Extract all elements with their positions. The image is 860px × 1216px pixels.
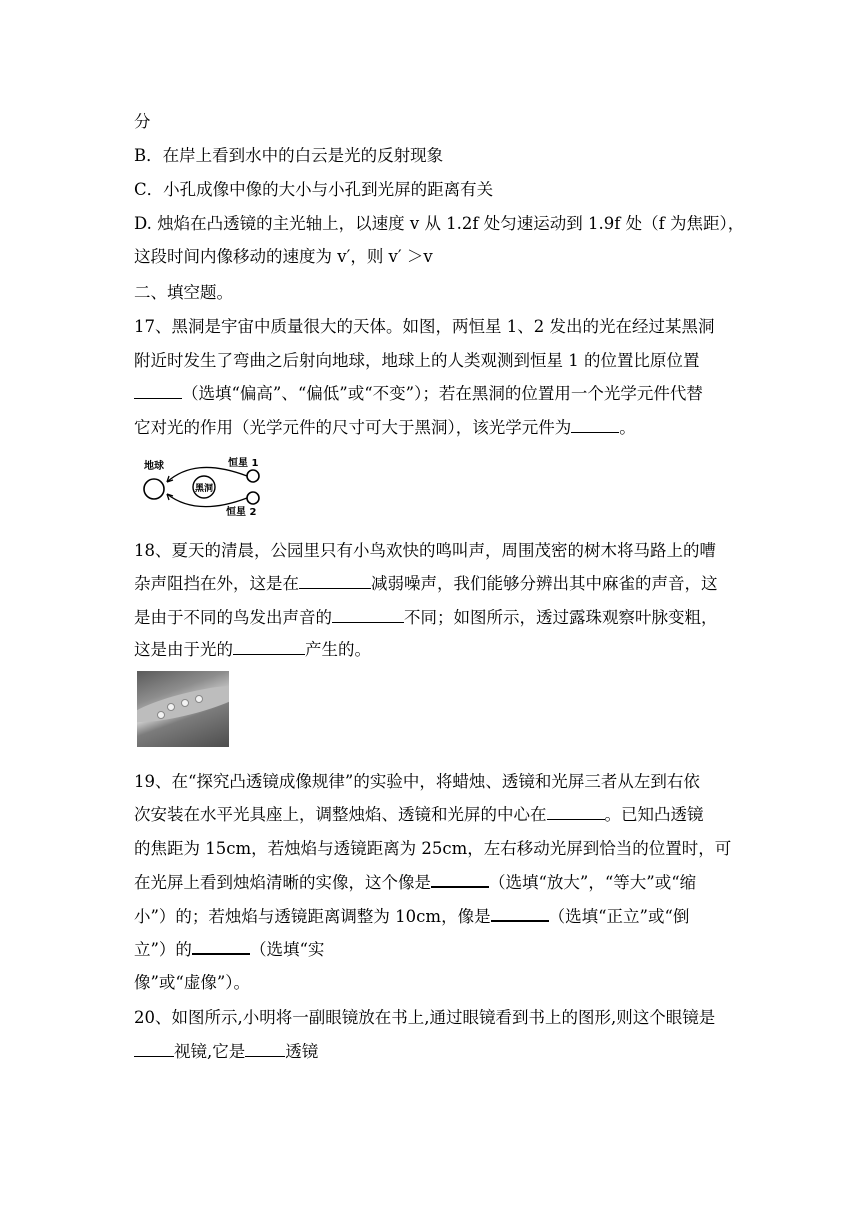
q17-line4: 它对光的作用（光学元件的尺寸可大于黑洞），该光学元件为 。: [134, 418, 636, 437]
answer-blank[interactable]: [233, 639, 305, 655]
q19-line7: 像”或“虚像”）。: [134, 973, 251, 992]
light-path-lower: [167, 494, 247, 507]
star1-circle: [247, 470, 259, 482]
option-c: C．小孔成像中像的大小与小孔到光屏的距离有关: [134, 180, 494, 199]
answer-blank[interactable]: [547, 804, 605, 820]
q20-line1: 20、如图所示,小明将一副眼镜放在书上,通过眼镜看到书上的图形,则这个眼镜是: [134, 1008, 716, 1027]
q17-line2: 附近时发生了弯曲之后射向地球，地球上的人类观测到恒星 1 的位置比原位置: [134, 351, 700, 370]
star2-label: 恒星 2: [226, 507, 257, 518]
star2-circle: [247, 492, 259, 504]
answer-blank[interactable]: [431, 871, 489, 888]
earth-circle: [144, 479, 164, 499]
q19-line5: 小”）的；若烛焰与透镜距离调整为 10cm，像是 （选填“正立”或“倒: [134, 907, 690, 926]
answer-blank[interactable]: [491, 905, 549, 922]
earth-label: 地球: [144, 461, 164, 472]
q19-line2: 次安装在水平光具座上，调整烛焰、透镜和光屏的中心在 。已知凸透镜: [134, 805, 704, 824]
answer-blank[interactable]: [192, 938, 250, 955]
q20-line2: 视镜,它是 透镜: [134, 1040, 734, 1064]
blackhole-diagram: [140, 456, 268, 518]
q19-line1: 19、在“探究凸透镜成像规律”的实验中，将蜡烛、透镜和光屏三者从左到右依: [134, 772, 700, 791]
section-heading: 二、填空题。: [134, 283, 233, 302]
q17-line1: 17、黑洞是宇宙中质量很大的天体。如图，两恒星 1、2 发出的光在经过某黑洞: [134, 317, 715, 336]
light-path-upper: [167, 467, 247, 482]
q18-line2: 杂声阻挡在外，这是在 减弱噪声，我们能够分辨出其中麻雀的声音，这: [134, 574, 718, 593]
answer-blank[interactable]: [134, 383, 182, 399]
answer-blank[interactable]: [571, 417, 619, 433]
option-d-cont: 这段时间内像移动的速度为 v′，则 v′ ＞v: [134, 247, 433, 266]
q18-line4: 这是由于光的 产生的。: [134, 640, 371, 659]
q19-line3: 的焦距为 15cm，若烛焰与透镜距离为 25cm，左右移动光屏到恰当的位置时，可: [134, 839, 732, 858]
answer-blank[interactable]: [299, 573, 371, 589]
q19-line6: 立”）的 （选填“实: [134, 940, 325, 959]
q18-line3: 是由于不同的鸟发出声音的 不同；如图所示，透过露珠观察叶脉变粗，: [134, 608, 718, 627]
star1-label: 恒星 1: [228, 458, 259, 469]
q18-line1: 18、夏天的清晨，公园里只有小鸟欢快的鸣叫声，周围茂密的树木将马路上的嘈: [134, 541, 716, 560]
q19-line4: 在光屏上看到烛焰清晰的实像，这个像是 （选填“放大”，“等大”或“缩: [134, 873, 697, 892]
dewdrop-leaf-photo: [137, 671, 229, 747]
answer-blank[interactable]: [332, 607, 404, 623]
answer-blank[interactable]: [134, 1041, 174, 1057]
answer-blank[interactable]: [245, 1041, 285, 1057]
option-d: D. 烛焰在凸透镜的主光轴上，以速度 v 从 1.2f 处匀速运动到 1.9f 处（f 为焦距），: [134, 214, 745, 233]
blackhole-label: 黑洞: [195, 484, 214, 494]
q17-line3: （选填“偏高”、“偏低”或“不变”）；若在黑洞的位置用一个光学元件代替: [134, 382, 734, 406]
option-b: B．在岸上看到水中的白云是光的反射现象: [134, 146, 444, 165]
text-line: 分: [134, 112, 151, 131]
